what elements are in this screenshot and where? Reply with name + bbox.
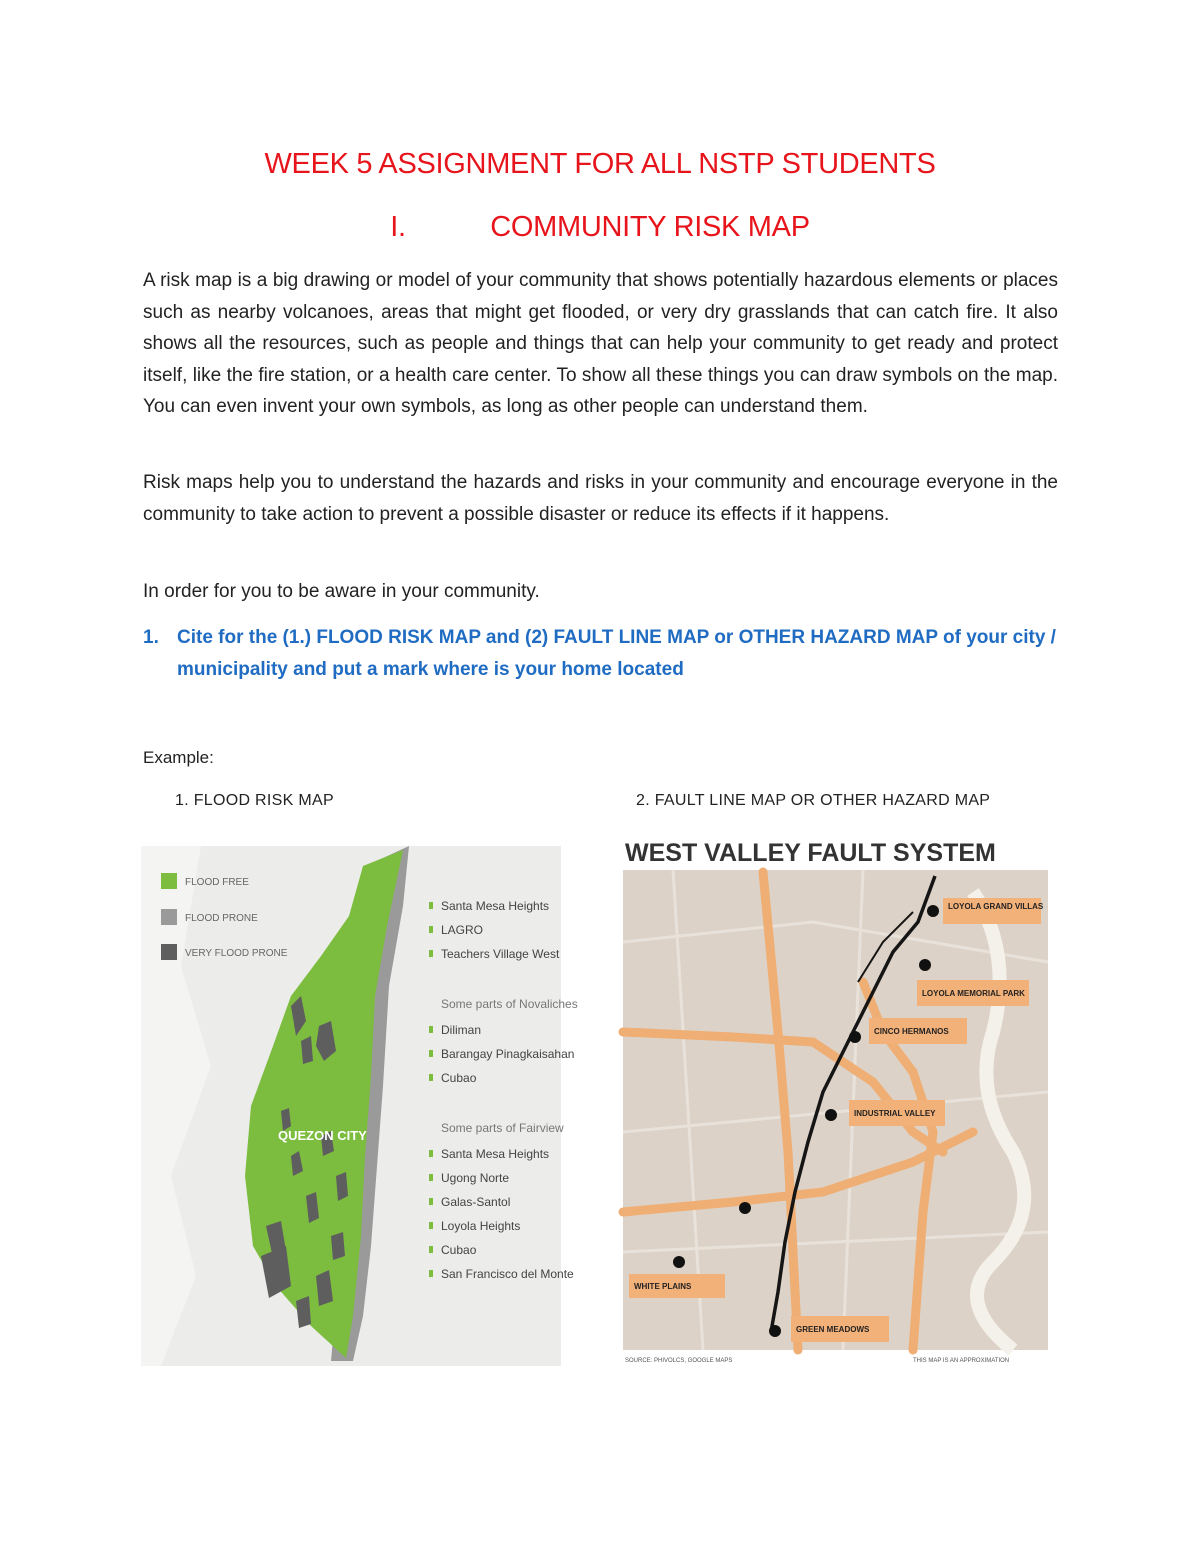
paragraph-intro: A risk map is a big drawing or model of your community that shows potentially hazardous elements or places such as nearby volcanoes, areas that might get flooded, or very dry grasslands that can catch fire. It also shows all the resources, such as people and things that can help your community to get ready and protect itself, like the fire station, or a health care center. To show all these things you can draw symbols on the map. You can even invent your own symbols, as long as other people can understand them. <box>143 270 1058 417</box>
list-item: Loyola Heights <box>441 1219 521 1233</box>
list-item: Santa Mesa Heights <box>441 1147 550 1161</box>
list-bullet <box>429 1270 433 1277</box>
legend-very-flood-prone: VERY FLOOD PRONE <box>185 948 288 959</box>
list-item: Cubao <box>441 1071 477 1085</box>
list-bullet <box>429 1050 433 1057</box>
location-label: LOYOLA GRAND VILLAS <box>948 902 1044 911</box>
location-label: INDUSTRIAL VALLEY <box>854 1109 936 1118</box>
legend-flood-prone: FLOOD PRONE <box>185 913 258 924</box>
city-label: QUEZON CITY <box>278 1128 367 1143</box>
list-group-title: Some parts of Novaliches <box>441 997 578 1011</box>
list-bullet <box>429 902 433 909</box>
list-bullet <box>429 1198 433 1205</box>
task-number: 1. <box>143 627 159 648</box>
list-item: Galas-Santol <box>441 1195 511 1209</box>
list-item: LAGRO <box>441 923 484 937</box>
list-group-title: Some parts of Fairview <box>441 1121 564 1135</box>
legend-swatch-flood-prone <box>161 909 177 925</box>
list-bullet <box>429 1026 433 1033</box>
flood-risk-map <box>141 846 578 1366</box>
list-item: Diliman <box>441 1023 482 1037</box>
legend-swatch-very-flood-prone <box>161 944 177 960</box>
location-marker <box>673 1256 685 1268</box>
location-label: CINCO HERMANOS <box>874 1027 949 1036</box>
list-bullet <box>429 926 433 933</box>
fault-map-caption: 2. FAULT LINE MAP OR OTHER HAZARD MAP <box>636 792 991 809</box>
list-bullet <box>429 1074 433 1081</box>
paragraph-awareness: In order for you to be aware in your community. <box>143 581 540 602</box>
location-label: WHITE PLAINS <box>634 1282 692 1291</box>
list-item: Ugong Norte <box>441 1171 510 1185</box>
list-bullet <box>429 1174 433 1181</box>
legend-flood-free: FLOOD FREE <box>185 877 249 888</box>
paragraph-purpose: Risk maps help you to understand the hazards and risks in your community and encourage everyone in the community to take action to prevent a possible disaster or reduce its effects if it happens. <box>143 472 1058 525</box>
location-label: GREEN MEADOWS <box>796 1325 870 1334</box>
list-bullet <box>429 1222 433 1229</box>
flood-patch <box>336 1172 348 1201</box>
task-item <box>143 622 1073 686</box>
list-item: Barangay Pinagkaisahan <box>441 1047 575 1061</box>
legend-swatch-flood-free <box>161 873 177 889</box>
example-label: Example: <box>143 748 214 767</box>
map-source: SOURCE: PHIVOLCS, GOOGLE MAPS <box>625 1358 733 1364</box>
list-item: Teachers Village West <box>441 947 560 961</box>
flood-patch <box>301 1036 313 1064</box>
section-heading <box>0 211 1200 244</box>
list-bullet <box>429 1150 433 1157</box>
fault-line-map <box>613 832 1053 1372</box>
location-marker <box>927 905 939 917</box>
location-marker <box>739 1202 751 1214</box>
location-marker <box>769 1325 781 1337</box>
section-number: I. <box>390 211 406 243</box>
list-item: San Francisco del Monte <box>441 1267 574 1281</box>
flood-map-caption: 1. FLOOD RISK MAP <box>175 792 334 809</box>
list-item: Santa Mesa Heights <box>441 899 550 913</box>
location-label: LOYOLA MEMORIAL PARK <box>922 989 1025 998</box>
list-bullet <box>429 1246 433 1253</box>
location-marker <box>849 1031 861 1043</box>
location-marker <box>919 959 931 971</box>
section-title: COMMUNITY RISK MAP <box>490 211 810 243</box>
fault-map-title: WEST VALLEY FAULT SYSTEM <box>625 839 996 867</box>
list-bullet <box>429 950 433 957</box>
page-title: WEEK 5 ASSIGNMENT FOR ALL NSTP STUDENTS <box>264 148 936 180</box>
task-text: Cite for the (1.) FLOOD RISK MAP and (2) FAULT LINE MAP or OTHER HAZARD MAP of your city / municipality and put a mark where is your home located <box>177 627 1056 680</box>
map-note: THIS MAP IS AN APPROXIMATION <box>913 1358 1010 1364</box>
location-marker <box>825 1109 837 1121</box>
flood-patch <box>331 1232 345 1260</box>
list-item: Cubao <box>441 1243 477 1257</box>
